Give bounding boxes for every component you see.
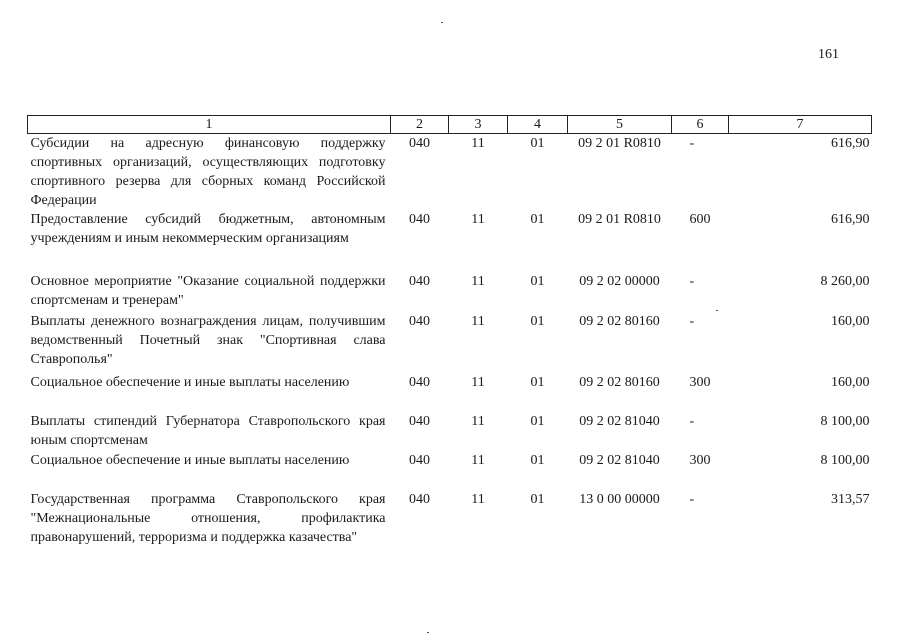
subsection-code: 01 (530, 375, 545, 390)
table-row (28, 272, 872, 312)
table-row (28, 490, 872, 570)
subsection-code: 01 (530, 212, 545, 227)
expense-type-code: - (689, 314, 695, 329)
expense-type-code: - (689, 274, 695, 289)
table-row (28, 210, 872, 272)
ministry-code: 040 (409, 453, 430, 468)
section-code: 11 (471, 375, 485, 390)
item-name: Предоставление субсидий бюджетным, автономным учреждениям и иным некоммерческим организациям (30, 212, 386, 246)
target-article-code: 09 2 02 81040 (579, 414, 660, 429)
ministry-code: 040 (409, 136, 430, 151)
section-code: 11 (471, 453, 485, 468)
amount: 616,90 (831, 136, 870, 151)
ministry-code: 040 (409, 375, 430, 390)
amount: 8 260,00 (820, 274, 870, 289)
amount: 616,90 (831, 212, 870, 227)
item-name: Выплаты денежного вознаграждения лицам, получившим ведомственный Почетный знак "Спортивная слава Ставрополья" (30, 314, 386, 367)
page-number: 161 (818, 47, 839, 62)
subsection-code: 01 (530, 274, 545, 289)
column-header: 7 (729, 116, 872, 134)
table-row (28, 312, 872, 373)
budget-table (27, 115, 872, 570)
column-header: 6 (672, 116, 729, 134)
subsection-code: 01 (530, 492, 545, 507)
ministry-code: 040 (409, 492, 430, 507)
table-row (28, 451, 872, 490)
target-article-code: 09 2 02 80160 (579, 314, 660, 329)
expense-type-code: - (689, 492, 695, 507)
amount: 313,57 (831, 492, 870, 507)
table-row (28, 412, 872, 451)
table-row (28, 373, 872, 412)
section-code: 11 (471, 492, 485, 507)
target-article-code: 13 0 00 00000 (579, 492, 660, 507)
ministry-code: 040 (409, 274, 430, 289)
column-header: 2 (391, 116, 449, 134)
column-header: 3 (449, 116, 508, 134)
table-row (28, 134, 872, 211)
section-code: 11 (471, 274, 485, 289)
item-name: Государственная программа Ставропольского края "Межнациональные отношения, профилактика правонарушений, терроризма и поддержка казачества" (30, 492, 386, 545)
subsection-code: 01 (530, 414, 545, 429)
expense-type-code: 300 (689, 453, 711, 468)
subsection-code: 01 (530, 136, 545, 151)
expense-type-code: 600 (689, 212, 711, 227)
section-code: 11 (471, 314, 485, 329)
amount: 160,00 (831, 375, 870, 390)
column-header: 1 (28, 116, 391, 134)
expense-type-code: - (689, 136, 695, 151)
target-article-code: 09 2 02 80160 (579, 375, 660, 390)
item-name: Социальное обеспечение и иные выплаты населению (30, 375, 350, 390)
item-name: Субсидии на адресную финансовую поддержку спортивных организаций, осуществляющих подготовку спортивного резерва для сборных команд Российской Федерации (30, 136, 386, 208)
section-code: 11 (471, 414, 485, 429)
item-name: Основное мероприятие "Оказание социальной поддержки спортсменам и тренерам" (30, 274, 386, 308)
amount: 160,00 (831, 314, 870, 329)
item-name: Выплаты стипендий Губернатора Ставропольского края юным спортсменам (30, 414, 386, 448)
expense-type-code: 300 (689, 375, 711, 390)
ministry-code: 040 (409, 414, 430, 429)
column-header: 4 (508, 116, 568, 134)
subsection-code: 01 (530, 314, 545, 329)
scan-speck (427, 632, 429, 633)
scan-speck (441, 22, 443, 23)
target-article-code: 09 2 01 R0810 (578, 136, 661, 151)
item-name: Социальное обеспечение и иные выплаты населению (30, 453, 350, 468)
amount: 8 100,00 (820, 453, 870, 468)
amount: 8 100,00 (820, 414, 870, 429)
ministry-code: 040 (409, 212, 430, 227)
ministry-code: 040 (409, 314, 430, 329)
target-article-code: 09 2 01 R0810 (578, 212, 661, 227)
expense-type-code: - (689, 414, 695, 429)
section-code: 11 (471, 212, 485, 227)
column-header: 5 (568, 116, 672, 134)
target-article-code: 09 2 02 00000 (579, 274, 660, 289)
table-header-row (28, 116, 872, 134)
target-article-code: 09 2 02 81040 (579, 453, 660, 468)
subsection-code: 01 (530, 453, 545, 468)
section-code: 11 (471, 136, 485, 151)
